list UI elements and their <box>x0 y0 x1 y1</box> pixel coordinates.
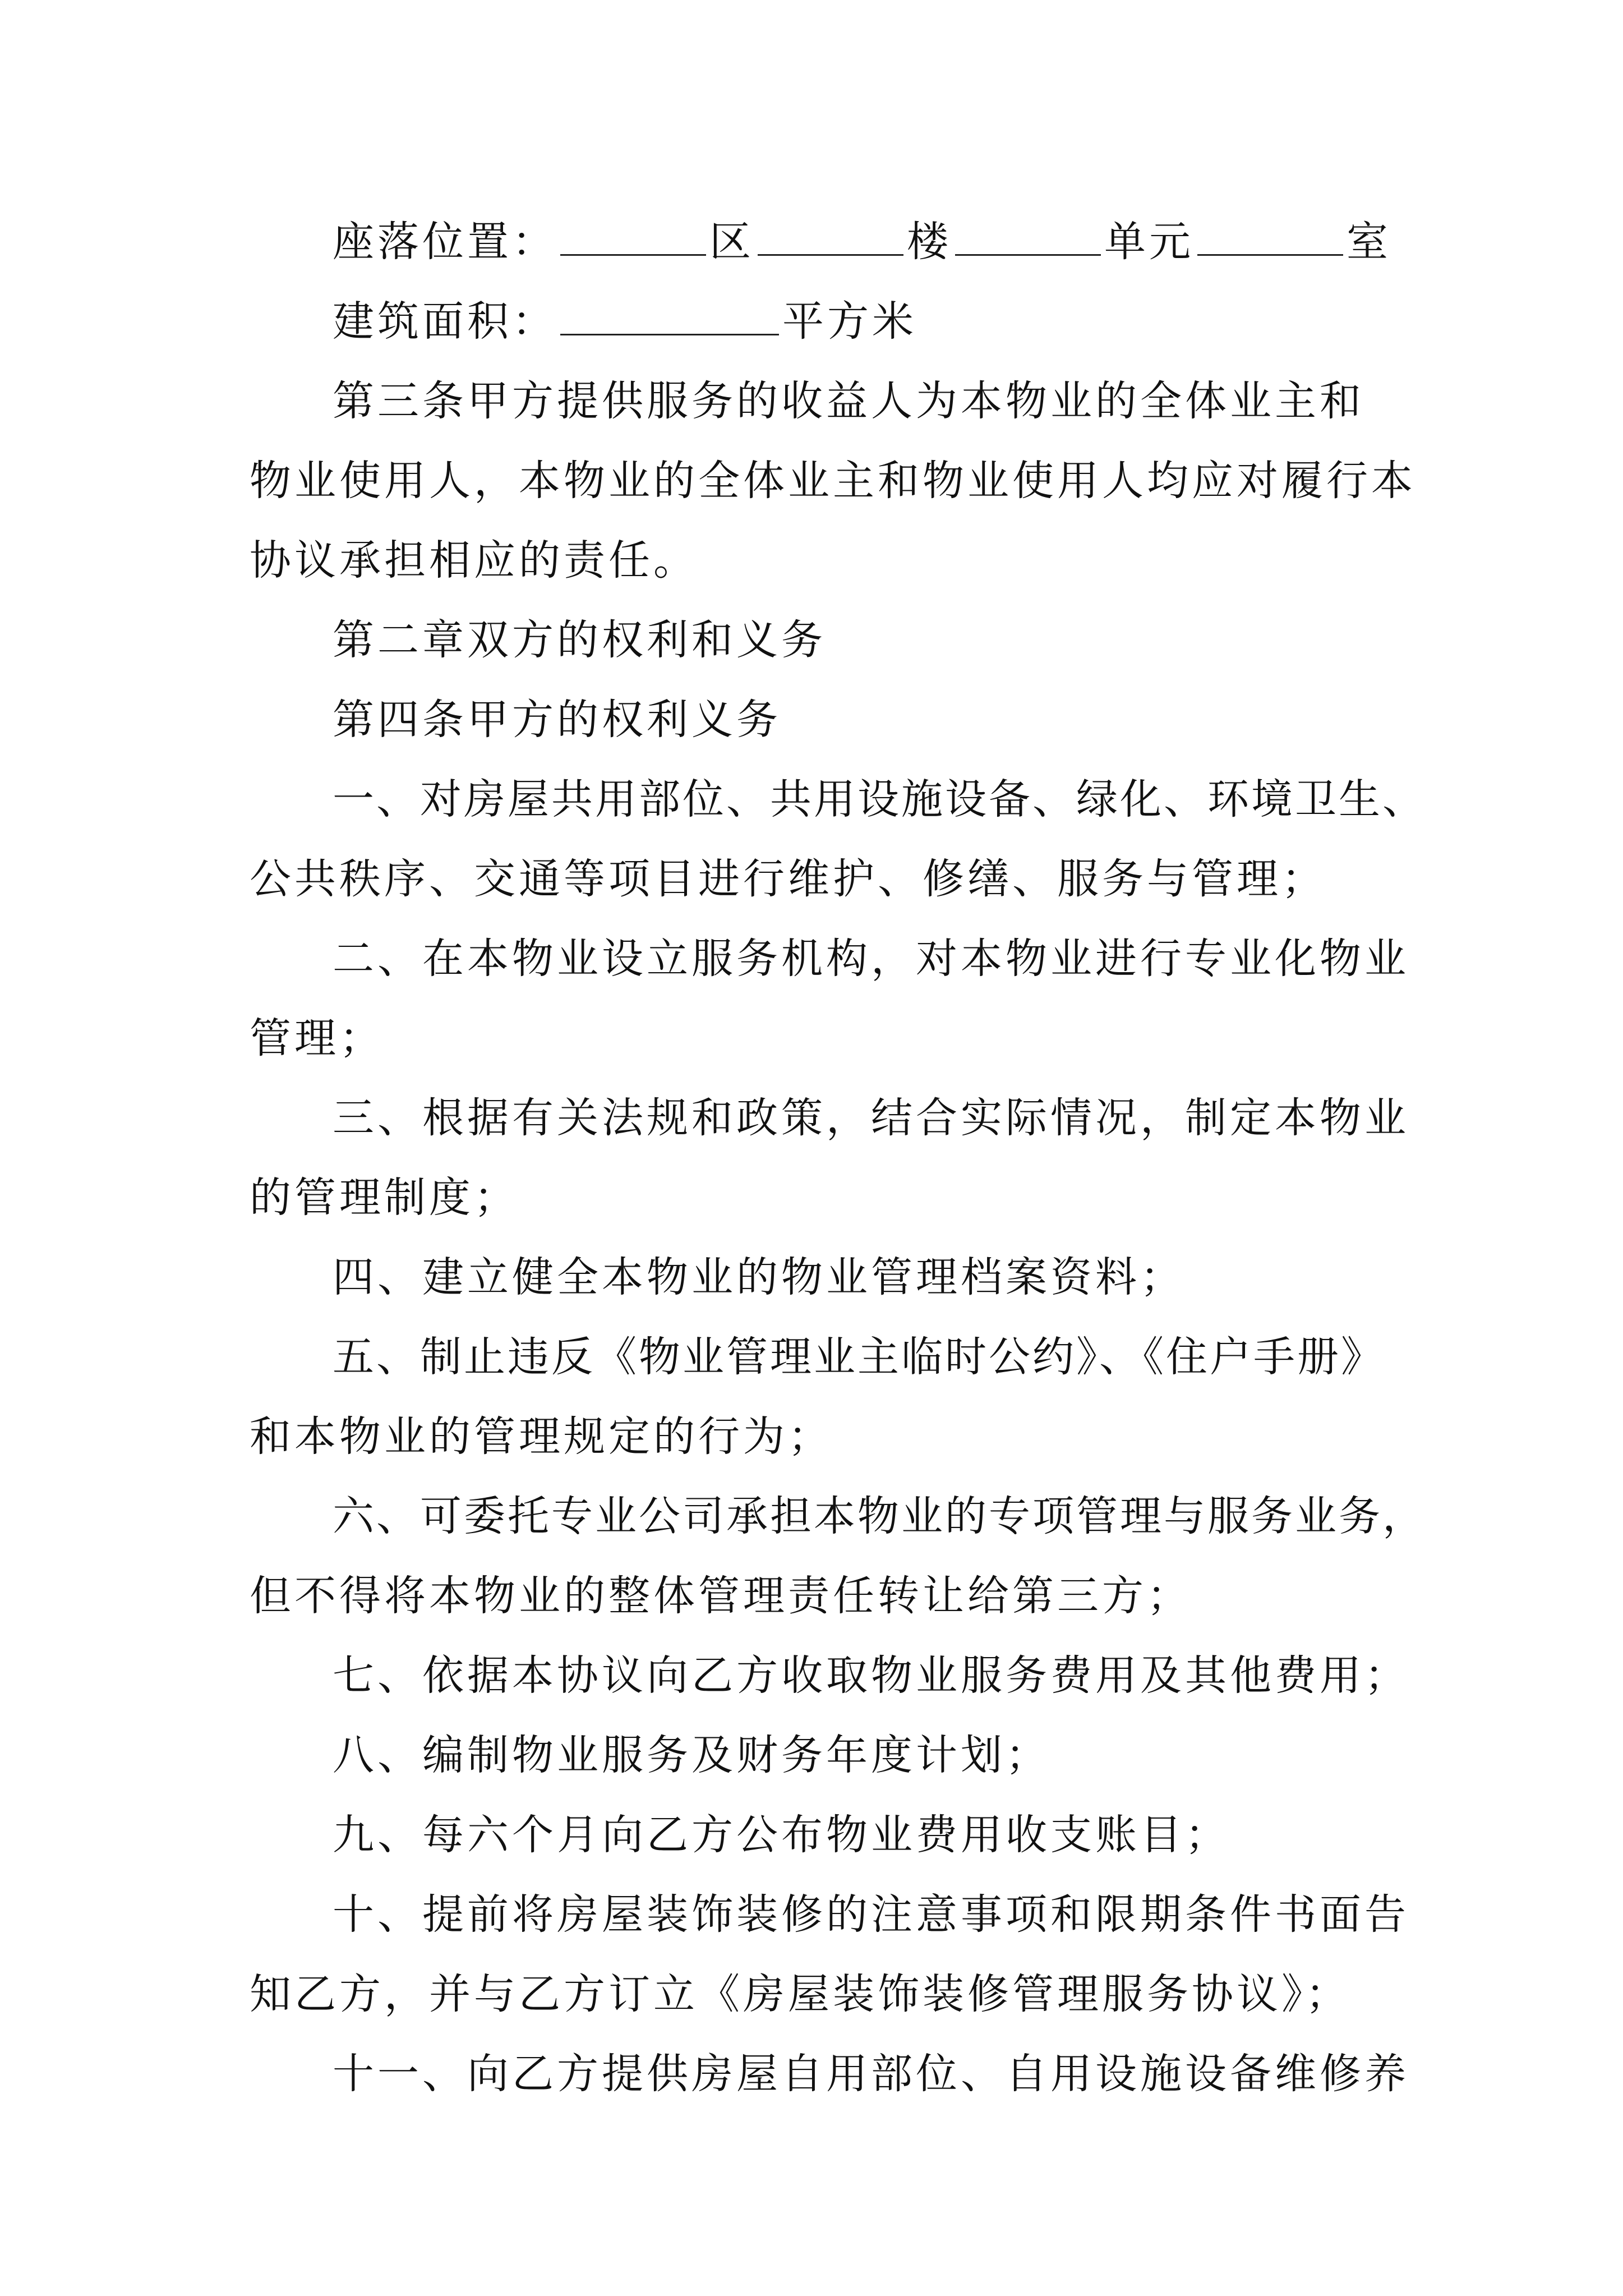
item-3-line-2: 的管理制度； <box>250 1174 519 1222</box>
area-blank <box>560 290 779 335</box>
item-11-line-1: 十一、向乙方提供房屋自用部位、自用设施设备维修养 <box>333 2050 1409 2098</box>
entrance-unit: 单元 <box>1104 218 1194 266</box>
item-1-line-1: 一、对房屋共用部位、共用设施设备、绿化、环境卫生、 <box>333 775 1426 823</box>
room-blank <box>1197 210 1343 256</box>
item-4-line: 四、建立健全本物业的物业管理档案资料； <box>333 1253 1185 1301</box>
chapter-2-heading: 第二章双方的权利和义务 <box>333 616 826 664</box>
item-1-line-2: 公共秩序、交通等项目进行维护、修缮、服务与管理； <box>250 855 1326 903</box>
district-unit: 区 <box>709 218 754 266</box>
item-10-line-2: 知乙方，并与乙方订立《房屋装饰装修管理服务协议》； <box>250 1970 1350 2018</box>
item-5-line-2: 和本物业的管理规定的行为； <box>250 1412 833 1461</box>
item-10-line-1: 十、提前将房屋装饰装修的注意事项和限期条件书面告 <box>333 1890 1409 1939</box>
item-8-line: 八、编制物业服务及财务年度计划； <box>333 1731 1050 1779</box>
article-3-line-3: 协议承担相应的责任。 <box>250 536 698 585</box>
address-label: 座落位置： <box>333 218 557 266</box>
item-6-line-1: 六、可委托专业公司承担本物业的专项管理与服务业务， <box>333 1492 1426 1540</box>
item-2-line-1: 二、在本物业设立服务机构，对本物业进行专业化物业 <box>333 935 1409 983</box>
item-9-line: 九、每六个月向乙方公布物业费用收支账目； <box>333 1811 1230 1859</box>
entrance-blank <box>955 210 1101 256</box>
district-blank <box>560 210 706 256</box>
article-3-line-1: 第三条甲方提供服务的收益人为本物业的全体业主和 <box>333 377 1364 425</box>
article-4-heading: 第四条甲方的权利义务 <box>333 696 781 744</box>
area-label: 建筑面积： <box>333 297 557 346</box>
item-6-line-2: 但不得将本物业的整体管理责任转让给第三方； <box>250 1572 1192 1620</box>
item-2-line-2: 管理； <box>250 1014 384 1062</box>
item-7-line: 七、依据本协议向乙方收取物业服务费用及其他费用； <box>333 1651 1409 1700</box>
area-line <box>250 282 1377 361</box>
item-3-line-1: 三、根据有关法规和政策，结合实际情况，制定本物业 <box>333 1094 1409 1142</box>
address-line <box>250 202 1391 282</box>
building-unit: 楼 <box>907 218 952 266</box>
room-unit: 室 <box>1347 218 1391 266</box>
area-unit: 平方米 <box>782 297 917 346</box>
article-3-line-2: 物业使用人，本物业的全体业主和物业使用人均应对履行本 <box>250 457 1416 505</box>
document-body <box>250 202 1426 2114</box>
item-5-line-1: 五、制止违反《物业管理业主临时公约》、《住户手册》 <box>333 1333 1385 1381</box>
building-blank <box>758 210 903 256</box>
